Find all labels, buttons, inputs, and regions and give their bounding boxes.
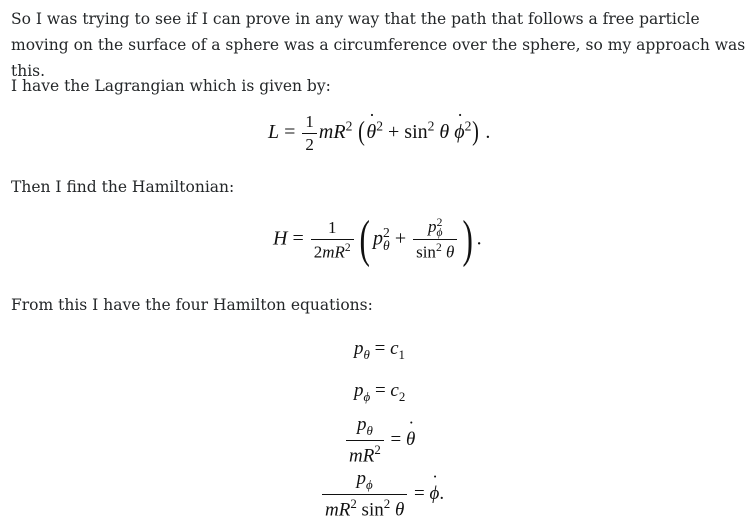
constant-symbol: c <box>390 338 399 359</box>
intro-paragraph: So I was trying to see if I can prove in any way that the path that follows a free particle moving on the surface of a sphere was a circumference over the sphere, so my approach was this. <box>11 10 746 80</box>
equals-sign: = <box>414 482 425 504</box>
coefficient-fraction <box>311 218 354 263</box>
hamilton-eq-2 <box>354 380 405 405</box>
hamilton-eq-1 <box>354 338 405 363</box>
momentum-symbol: p <box>354 338 364 359</box>
mass-symbol: m <box>318 121 334 144</box>
mass-symbol: m <box>325 499 339 521</box>
theta-dot: θ ˙ <box>366 121 376 144</box>
mass-symbol: m <box>322 242 335 262</box>
constant-subscript: 1 <box>398 346 405 362</box>
exponent: 2 <box>345 118 353 134</box>
momentum-symbol: p <box>356 468 367 489</box>
theta-dot: θ ˙ <box>406 429 415 451</box>
momentum-symbol: p <box>373 227 384 250</box>
phi-subscript: ϕ <box>366 476 373 492</box>
half-fraction <box>302 112 317 155</box>
close-paren: ) <box>462 211 474 268</box>
theta-symbol: θ <box>439 121 450 144</box>
lagrangian-intro: I have the Lagrangian which is given by: <box>11 77 331 95</box>
hamilton-eq-3 <box>344 414 415 467</box>
hamilton-eq-4 <box>320 468 444 521</box>
constant-symbol: c <box>390 380 399 401</box>
sin-function: sin <box>404 121 428 144</box>
momentum-symbol: p <box>356 414 367 435</box>
sin-function: sin <box>416 243 436 263</box>
fraction-denominator <box>311 240 354 263</box>
fraction-numerator <box>322 468 407 495</box>
exponent: 2 <box>436 215 443 229</box>
fraction-denominator <box>346 441 384 467</box>
fraction-numerator <box>346 414 384 441</box>
momentum-symbol: p <box>354 380 364 401</box>
hamiltonian-intro: Then I find the Hamiltonian: <box>11 178 235 196</box>
equals-sign: = <box>374 380 386 401</box>
open-paren: ( <box>358 116 366 147</box>
exponent: 2 <box>376 118 383 134</box>
plus-sign: + <box>388 121 400 144</box>
period: . <box>476 227 482 250</box>
radius-symbol: R <box>338 499 351 521</box>
theta-rate-fraction <box>346 414 384 467</box>
phi-subscript: ϕ <box>363 388 371 404</box>
hamiltonian-equation <box>273 211 482 268</box>
radius-symbol: R <box>333 121 346 144</box>
theta-symbol: θ <box>394 499 405 521</box>
radius-symbol: R <box>334 242 345 262</box>
exponent: 2 <box>427 118 435 134</box>
period: . <box>439 482 445 504</box>
equals-sign: = <box>284 121 296 144</box>
period: . <box>485 121 491 144</box>
equals-sign: = <box>292 227 304 250</box>
theta-subscript: θ <box>366 422 373 438</box>
equals-sign: = <box>374 338 386 359</box>
exponent: 2 <box>464 118 472 134</box>
constant-subscript: 2 <box>398 388 406 404</box>
open-paren: ( <box>359 211 370 268</box>
close-paren: ) <box>472 116 480 147</box>
fraction-numerator: 1 <box>311 218 354 240</box>
hamiltonian-lhs: H <box>273 227 288 250</box>
momentum-symbol: p <box>427 216 437 236</box>
phi-subscript: ϕ <box>436 225 443 239</box>
fraction-denominator <box>322 495 407 521</box>
exponent: 2 <box>344 240 351 254</box>
lagrangian-lhs: L <box>268 121 280 144</box>
exponent: 2 <box>383 225 390 241</box>
exponent: 2 <box>435 241 442 255</box>
phi-rate-fraction <box>322 468 407 521</box>
exponent: 2 <box>350 495 357 511</box>
mass-symbol: m <box>349 445 363 467</box>
coefficient: 2 <box>313 242 323 262</box>
phi-dot: ϕ ˙ <box>430 483 440 505</box>
fraction-numerator: 1 <box>302 112 317 134</box>
fraction-denominator: 2 <box>305 135 314 154</box>
fraction-denominator <box>413 240 457 263</box>
radius-symbol: R <box>362 445 375 467</box>
equations-intro: From this I have the four Hamilton equations: <box>11 296 373 314</box>
exponent: 2 <box>383 495 391 511</box>
lagrangian-equation <box>268 112 490 155</box>
exponent: 2 <box>374 441 381 457</box>
theta-symbol: θ <box>445 243 455 263</box>
theta-subscript: θ <box>383 237 390 253</box>
phi-dot: ϕ ˙ <box>454 121 464 144</box>
fraction-numerator <box>413 217 457 240</box>
equals-sign: = <box>390 428 402 450</box>
plus-sign: + <box>394 227 407 250</box>
phi-fraction <box>413 217 457 263</box>
sin-function: sin <box>361 499 384 521</box>
theta-subscript: θ <box>363 346 370 362</box>
